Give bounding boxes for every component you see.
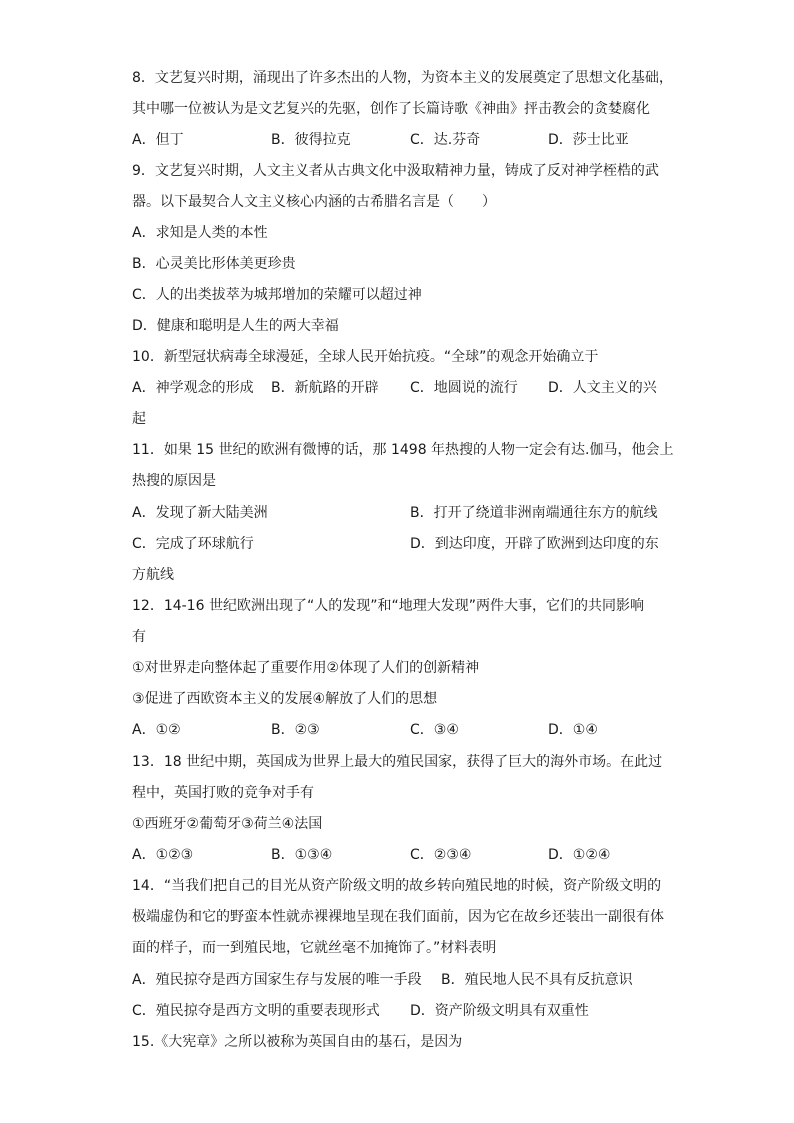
q13-option-a: A．①②③ (132, 847, 194, 863)
q8-option-b: B．彼得拉克 (271, 132, 351, 148)
q9-option-d: D．健康和聪明是人生的两大幸福 (132, 318, 339, 334)
q14-stem-line1: 14．“当我们把自己的目光从资产阶级文明的故乡转向殖民地的时候，资产阶级文明的 (132, 878, 662, 894)
q14-option-d: D．资产阶级文明具有双重性 (410, 1003, 589, 1019)
q12-stem-line1: 12．14-16 世纪欧洲出现了“人的发现”和“地理大发现”两件大事，它们的共同影响 (132, 598, 644, 614)
q14-option-b: B．殖民地人民不具有反抗意识 (441, 972, 633, 988)
q8-option-d: D．莎士比亚 (548, 132, 629, 148)
q10-option-a: A．神学观念的形成 (132, 380, 254, 396)
q12-items-line1: ①对世界走向整体起了重要作用②体现了人们的创新精神 (132, 660, 480, 676)
q13-stem-line1: 13．18 世纪中期，英国成为世界上最大的殖民国家，获得了巨大的海外市场。在此过 (132, 754, 663, 770)
q13-stem-line2: 程中，英国打败的竞争对手有 (132, 785, 314, 801)
q8-option-a: A．但丁 (132, 132, 184, 148)
q10-option-d-wrap: 起 (132, 411, 146, 427)
q11-option-d: D．到达印度，开辟了欧洲到达印度的东 (410, 536, 659, 552)
q11-option-c: C．完成了环球航行 (132, 536, 254, 552)
q14-stem-line2: 极端虚伪和它的野蛮本性就赤裸裸地呈现在我们面前，因为它在故乡还装出一副很有体 (132, 909, 664, 925)
q13-option-c: C．②③④ (410, 847, 472, 863)
q11-stem-line1: 11．如果 15 世纪的欧洲有微博的话，那 1498 年热搜的人物一定会有达.伽马，他会上 (132, 442, 674, 458)
q9-option-b: B．心灵美比形体美更珍贵 (132, 256, 296, 272)
q10-option-c: C．地圆说的流行 (410, 380, 518, 396)
q12-stem-line2: 有 (132, 629, 146, 645)
q9-option-a: A．求知是人类的本性 (132, 225, 268, 241)
q15-stem-line1: 15.《大宪章》之所以被称为英国自由的基石，是因为 (132, 1034, 463, 1050)
q12-option-d: D．①④ (548, 722, 598, 738)
q11-option-b: B．打开了绕道非洲南端通往东方的航线 (410, 505, 658, 521)
q13-items: ①西班牙②葡萄牙③荷兰④法国 (132, 816, 323, 832)
q9-stem-line1: 9．文艺复兴时期，人文主义者从古典文化中汲取精神力量，铸成了反对神学桎梏的武 (132, 163, 659, 179)
q11-option-d-wrap: 方航线 (132, 567, 174, 583)
q11-option-a: A．发现了新大陆美洲 (132, 505, 268, 521)
q8-stem-line1: 8．文艺复兴时期，涌现出了许多杰出的人物，为资本主义的发展奠定了思想文化基础， (132, 70, 673, 86)
q14-stem-line3: 面的样子，而一到殖民地，它就丝毫不加掩饰了。”材料表明 (132, 940, 497, 956)
q11-stem-line2: 热搜的原因是 (132, 473, 216, 489)
q12-option-b: B．②③ (271, 722, 320, 738)
q9-stem-line2: 器。以下最契合人文主义核心内涵的古希腊名言是（ ） (132, 194, 496, 210)
q12-option-a: A．①② (132, 722, 181, 738)
q8-option-c: C．达.芬奇 (410, 132, 481, 148)
q14-option-c: C．殖民掠夺是西方文明的重要表现形式 (132, 1003, 380, 1019)
q9-option-c: C．人的出类拔萃为城邦增加的荣耀可以超过神 (132, 287, 422, 303)
q10-option-b: B．新航路的开辟 (271, 380, 379, 396)
q13-option-b: B．①③④ (271, 847, 333, 863)
q10-option-d: D．人文主义的兴 (548, 380, 657, 396)
q12-items-line2: ③促进了西欧资本主义的发展④解放了人们的思想 (132, 691, 438, 707)
q8-stem-line2: 其中哪一位被认为是文艺复兴的先驱，创作了长篇诗歌《神曲》抨击教会的贪婪腐化 (132, 101, 650, 117)
q12-option-c: C．③④ (410, 722, 459, 738)
q13-option-d: D．①②④ (548, 847, 611, 863)
q14-option-a: A．殖民掠夺是西方国家生存与发展的唯一手段 (132, 972, 422, 988)
q10-stem-line1: 10．新型冠状病毒全球漫延，全球人民开始抗疫。“全球”的观念开始确立于 (132, 349, 599, 365)
